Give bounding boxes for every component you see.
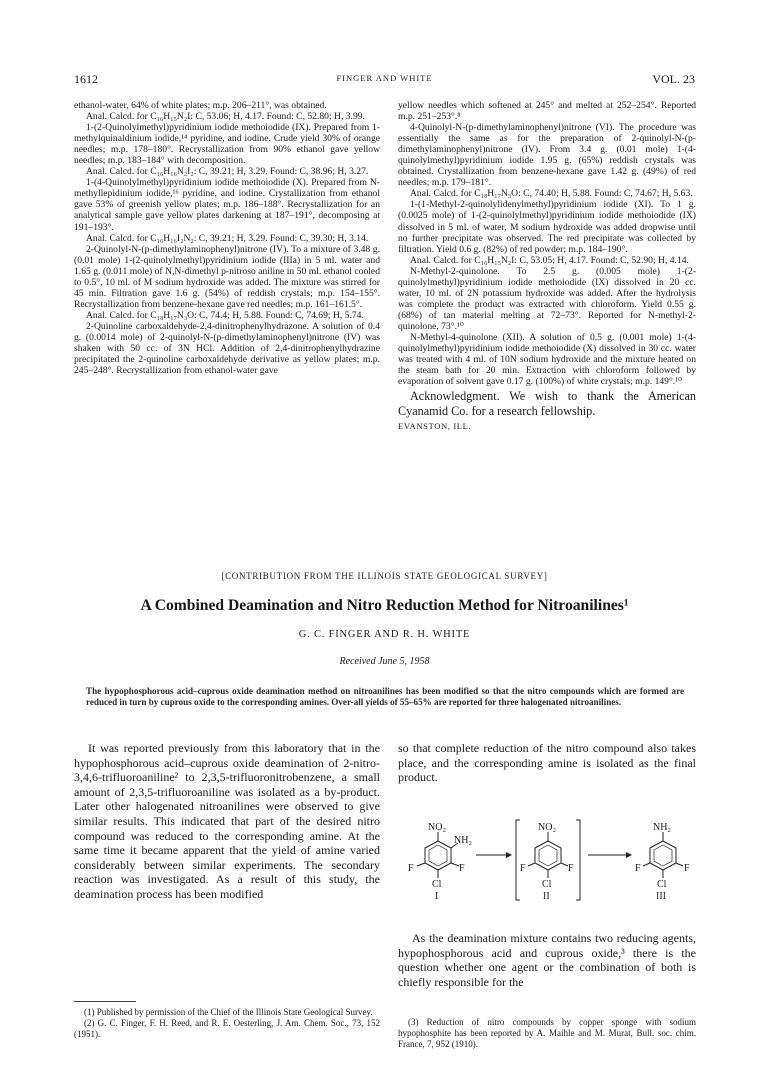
compound-iii-fluoro-right: F [684,863,690,874]
compound-i-nitro-label: NO₂ [428,822,446,833]
compound-i-chloro: Cl [432,879,442,890]
compound-ii-fluoro-left: F [520,863,526,874]
paragraph: yellow needles which softened at 245° and melted at 252–254°. Reported m.p. 251–253°.⁸ [398,100,696,123]
analysis-line: Anal. Calcd. for C₁₈H₁₇N₃O: C, 74.4; H, 5.88. Found: C, 74.69; H, 5.74. [86,309,364,321]
compound-iii-fluoro-left: F [635,863,641,874]
compound-i-fluoro-left: F [408,863,414,874]
compound-ii-structure [516,820,580,902]
body-paragraph: It was reported previously from this laboratory that in the hypophosphorous acid–cuprous oxide deamination of 2-nitro-3,4,6-trifluoroaniline² to 2,3,5-trifluoronitrobenzene, a small amount of 2,3,5-trifluoroaniline was isolated as a by-product. Later other halogenated nitroanilines were observed to give similar results. This indicated that part of the desired nitro compound was reduced to the corresponding amine. At the same time it became apparent that the yield of amine varied considerably between similar experiments. The secondary reaction was investigated. As a result of this study, the deamination process has been modified [74,741,380,901]
experimental-column-left [74,100,380,376]
running-header [74,72,695,86]
compound-paragraph: N-Methyl-2-quinolone. To 2.5 g. (0.005 mole) 1-(2-quinolylmethyl)pyridinium iodide methoiodide (IX) dissolved in 20 cc. water, 10 ml. of 2N potassium hydroxide was added. After the hydrolysis was complete the product was extracted with chloroform. Yield 0.55 g. (68%) of tan material melting at 72–73°. Reported for N-methyl-2-quinolone, 73°.¹⁰ [398,265,696,332]
address: EVANSTON, ILL. [398,421,472,432]
reaction-scheme [398,798,696,924]
compound-paragraph: 2-Quinolyl-N-(p-dimethylaminophenyl)nitrone (IV). To a mixture of 3.48 g. (0.01 mole) 1-(2-quinolylmethyl)pyridinium iodide (IIIa) in 5 ml. water and 1.65 g. (0.011 mole) of N,N-dimethyl p-nitroso aniline in 50 ml. ethanol cooled to 0.5°, 10 ml. of M sodium hydroxide was added. The mixture was stirred for 45 min. Filtration gave 1.6 g. (54%) of reddish crystals; m.p. 154–155°. Recrystallization from benzene-hexane gave red needles; m.p. 161–161.5°. [74,243,380,310]
compound-iii-structure [635,822,690,902]
body-paragraph: As the deamination mixture contains two reducing agents, hypophosphorous acid and cuprous oxide,³ there is the question whether one agent or the combination of both is chiefly responsible for the [398,931,696,989]
compound-i-fluoro-right: F [459,863,465,874]
paragraph: ethanol-water, 64% of white plates; m.p. 206–211°, was obtained. [74,100,327,111]
compound-paragraph: 1-(2-Quinolylmethyl)pyridinium iodide methoiodide (IX). Prepared from 1-methylquinaldinium iodide,¹⁴ pyridine, and iodine. Crude yield 30% of orange needles; m.p. 178–180°. Recrystallization from 90% ethanol gave yellow needles; m.p. 183–184° with decomposition. [74,122,380,167]
acknowledgment: Acknowledgment. We wish to thank the American Cyanamid Co. for a research fellowship. [398,389,696,418]
compound-iii-amine-label: NH₂ [653,822,671,833]
analysis-line: Anal. Calcd. for C₁₈H₁₇N₃O: C, 74.40; H, 5.88. Found: C, 74.67; H, 5.63. [410,188,693,200]
compound-ii-nitro-label: NO₂ [538,822,556,833]
experimental-column-right [398,100,696,432]
compound-ii-chloro: Cl [542,879,552,890]
page-number: 1612 [74,72,98,86]
body-column-right-bottom [398,931,696,989]
footnotes-left [74,1007,380,1040]
body-paragraph: so that complete reduction of the nitro compound also takes place, and the corresponding amine is isolated as the final product. [398,741,696,785]
body-column-right-top [398,741,696,785]
footnotes-right [398,1017,696,1050]
compound-paragraph: 2-Quinoline carboxaldehyde-2,4-dinitrophenylhydrazone. A solution of 0.4 g. (0.0014 mole) of 2-quinolyl-N-(p-dimethylaminophenyl)nitrone (IV) was shaken with 50 cc. of 3N HCl. Addition of 2,4-dinitrophenylhydrazine precipitated the 2-quinoline carboxaldehyde derivative as yellow plates; m.p. 245–248°. Recrystallization from ethanol-water gave [74,320,380,377]
volume-label: VOL. 23 [652,72,695,86]
authors: G. C. FINGER AND R. H. WHITE [298,629,471,640]
compound-ii-label: II [543,891,550,902]
compound-ii-fluoro-right: F [568,863,574,874]
analysis-line: Anal. Calcd. for C₁₆H₁₆N₂I₂: C, 39.21; H, 3.29. Found: C, 38.96; H, 3.27. [86,166,369,178]
compound-paragraph: 4-Quinolyl-N-(p-dimethylaminophenyl)nitrone (VI). The procedure was essentially the same as for the preparation of 2-quinolyl-N-(p-dimethylaminophenyl)nitrone (IV). From 3.4 g. (0.01 mole) 1-(4-quinolylmethyl)pyridinium iodide 1.95 g. (65%) reddish crystals was obtained. Crystallization from benzene-hexane gave 1.42 g. (49%) of red needles; m.p. 179–181°. [398,122,696,189]
running-title: FINGER AND WHITE [336,73,433,83]
compound-iii-chloro: Cl [657,879,667,890]
footnote: (1) Published by permission of the Chief of the Illinois State Geological Survey. [84,1007,373,1017]
footnote: (2) G. C. Finger, F. H. Reed, and R. E. Oesterling, J. Am. Chem. Soc., 73, 152 (1951). [74,1018,380,1039]
arrowhead [626,852,632,858]
compound-iii-label: III [656,891,666,902]
footnote: (3) Reduction of nitro compounds by copper sponge with sodium hypophosphite has been reported by A. Maihle and M. Murat, Bull. soc. chim. France, 7, 952 (1910). [398,1017,696,1049]
analysis-line: Anal. Calcd. for C₁₆H₁₅N₂I: C, 53.06; H, 4.17. Found: C, 52.80; H, 3.99. [86,111,365,123]
body-column-left [74,741,380,902]
article-title: A Combined Deamination and Nitro Reduction Method for Nitroanilines¹ [140,597,629,614]
compound-i-label: I [435,891,439,902]
received-date: Received June 5, 1958 [339,656,430,667]
abstract: The hypophosphorous acid–cuprous oxide deamination method on nitroanilines has been modified so that the nitro compounds which are formed are reduced in turn by cuprous oxide to the corresponding amines. Over-all yields of 55–65% are reported for three halogenated nitroanilines. [86,686,684,707]
arrowhead [506,852,512,858]
compound-paragraph: 1-(4-Quinolylmethyl)pyridinium iodide methoiodide (X). Prepared from N-methyllepidinium iodide,¹⁶ pyridine, and iodine. Crystallization from ethanol gave 53% of greenish yellow plates; m.p. 186–188°. Recrystallization for an analytical sample gave yellow plates darkening at 187–191°, decomposing at 191–193°. [74,177,380,233]
compound-i-structure [408,822,472,902]
compound-i-amine-label: NH₂ [454,835,472,846]
compound-paragraph: N-Methyl-4-quinolone (XII). A solution of 0.5 g. (0.001 mole) 1-(4-quinolylmethyl)pyridinium iodide methoiodide (X) dissolved in 30 cc. water was treated with 4 ml. of 10N sodium hydroxide and the mixture heated on the steam bath for 20 min. Extraction with chloroform followed by evaporation of solvent gave 0.17 g. (100%) of white crystals; m.p. 149°.¹⁰ [398,331,696,388]
footnote-rule [74,1001,136,1002]
contribution-line: [CONTRIBUTION FROM THE ILLINOIS STATE GEOLOGICAL SURVEY] [221,571,548,581]
analysis-line: Anal. Calcd. for C₁₆H₁₆I₂N₂: C, 39.21; H, 3.29. Found: C, 39.30; H, 3.14. [86,232,369,244]
compound-paragraph: 1-(1-Methyl-2-quinolylidenylmethyl)pyridinium iodide (XI). To 1 g. (0.0025 mole) of 1-(2-quinolylmethyl)pyridinium iodide methoiodide (IX) dissolved in 5 ml. of water, M sodium hydroxide was added dropwise until no further precipitate was observed. The red precipitate was collected by filtration. Yield 0.6 g. (82%) of red powder; m.p. 184–190°. [398,199,696,255]
analysis-line: Anal. Calcd. for C₁₆H₁₅N₂I: C, 53.05; H, 4.17. Found: C, 52.90; H, 4.14. [410,254,689,266]
